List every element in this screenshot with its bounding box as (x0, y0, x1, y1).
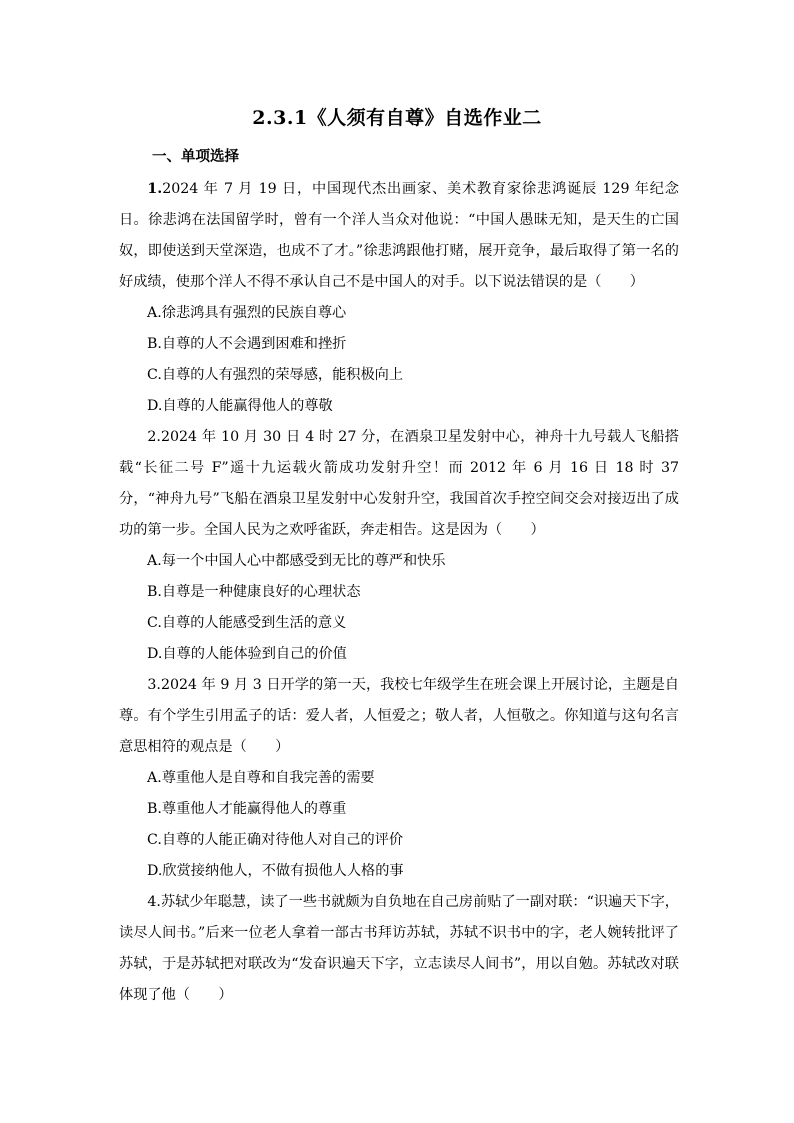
option-d: D.欣赏接纳他人，不做有损他人人格的事 (147, 863, 404, 879)
question-4 (119, 887, 679, 1011)
question-3 (119, 670, 679, 887)
question-number: 3. (147, 677, 161, 693)
question-stem (119, 422, 679, 546)
question-text: 2024 年 9 月 3 日开学的第一天，我校七年级学生在班会课上开展讨论，主题是自尊。有个学生引用孟子的话：爱人者，人恒爱之；敬人者，人恒敬之。你知道与这句名言意思相符的观点是（ ） (119, 677, 679, 755)
option-c: C.自尊的人能正确对待他人对自己的评价 (147, 832, 404, 848)
option-b: B.尊重他人才能赢得他人的尊重 (147, 801, 347, 817)
question-2 (119, 422, 679, 670)
question-number: 2. (147, 429, 161, 445)
question-stem (119, 174, 679, 298)
option-b: B.自尊的人不会遇到困难和挫折 (147, 336, 347, 352)
option-a: A.徐悲鸿具有强烈的民族自尊心 (147, 305, 347, 321)
option-a: A.每一个中国人心中都感受到无比的尊严和快乐 (147, 553, 446, 569)
option-d: D.自尊的人能赢得他人的尊敬 (147, 398, 333, 414)
question-stem (119, 670, 679, 763)
option-d: D.自尊的人能体验到自己的价值 (147, 646, 347, 662)
option-c: C.自尊的人有强烈的荣辱感，能积极向上 (147, 367, 404, 383)
question-text: 2024 年 7 月 19 日，中国现代杰出画家、美术教育家徐悲鸿诞辰 129 年纪念日。徐悲鸿在法国留学时，曾有一个洋人当众对他说：“中国人愚昧无知，是天生的亡国奴，即使送到天堂深造，也成不了才。”徐悲鸿跟他打赌，展开竞争，最后取得了第一名的好成绩，使那个洋人不得不承认自己不是中国人的对手。以下说法错误的是（ ） (119, 181, 679, 290)
question-stem (119, 887, 679, 1011)
question-list (119, 174, 679, 1011)
document-title: 2.3.1《人须有自尊》自选作业二 (252, 107, 542, 129)
question-text: 2024 年 10 月 30 日 4 时 27 分，在酒泉卫星发射中心，神舟十九号载人飞船搭载“长征二号 F”遥十九运载火箭成功发射升空！而 2012 年 6 月 16 日 18 时 37 分，“神舟九号”飞船在酒泉卫星发射中心发射升空，我国首次手控空间交会对接迈出了成功的第一步。全国人民为之欢呼雀跃，奔走相告。这是因为（ ） (119, 429, 679, 538)
option-b: B.自尊是一种健康良好的心理状态 (147, 584, 361, 600)
section-heading: 一、单项选择 (152, 148, 239, 165)
question-text: 苏轼少年聪慧，读了一些书就颇为自负地在自己房前贴了一副对联：“识遍天下字，读尽人间书。”后来一位老人拿着一部古书拜访苏轼，苏轼不识书中的字，老人婉转批评了苏轼，于是苏轼把对联改为“发奋识遍天下字，立志读尽人间书”，用以自勉。苏轼改对联体现了他（ ） (119, 894, 679, 1003)
option-c: C.自尊的人能感受到生活的意义 (147, 615, 347, 631)
question-1 (119, 174, 679, 422)
question-number: 4. (147, 894, 161, 910)
question-number: 1. (147, 181, 163, 197)
option-a: A.尊重他人是自尊和自我完善的需要 (147, 770, 375, 786)
